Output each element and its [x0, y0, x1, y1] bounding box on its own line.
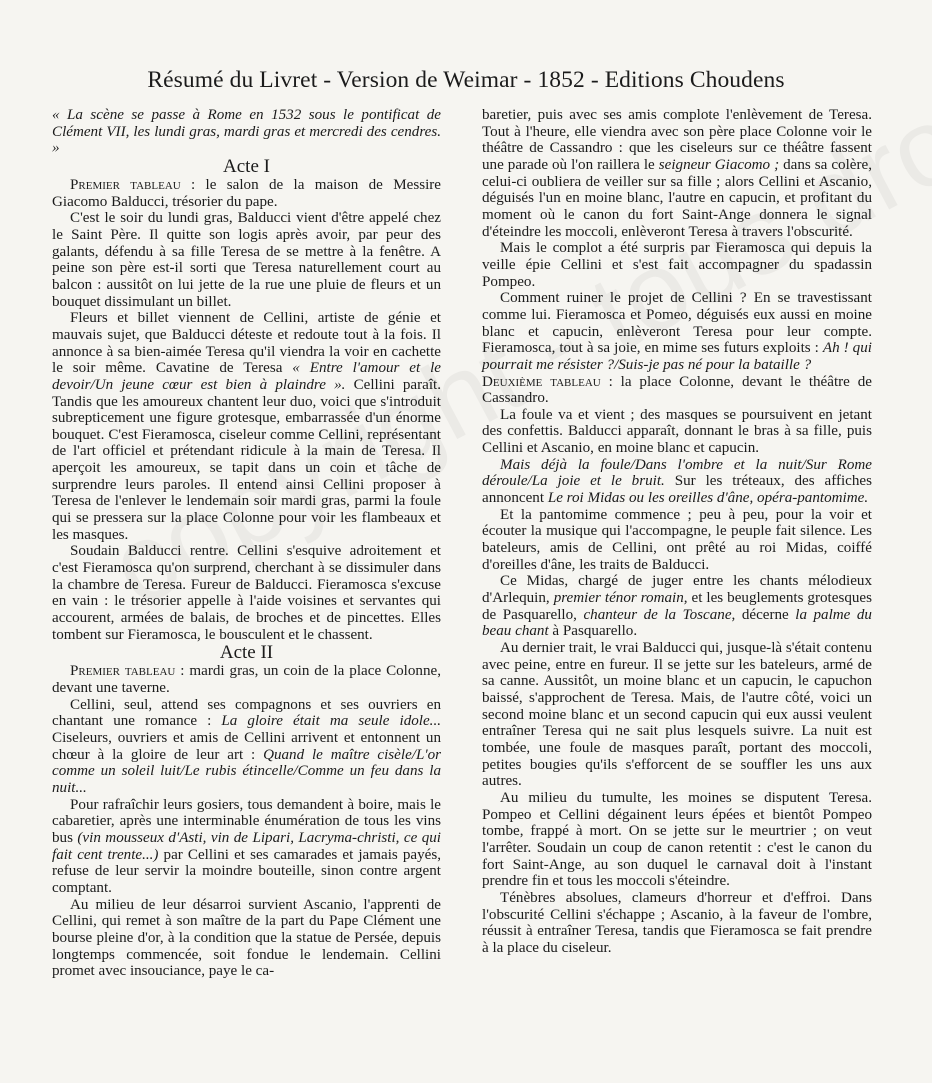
paragraph: Soudain Balducci rentre. Cellini s'esquive adroitement et c'est Fieramosca qu'on surprend, cherchant à se dissimuler dans la chambre de Teresa. Fureur de Balducci. Fieramosca s'excuse en vain : le trésorier appelle à l'aide voisines et servantes qui accourent, armées de balais, de broches et de pincettes. Elles tombent sur Fieramosca, le bousculent et le chassent. [52, 543, 441, 643]
paragraph: Cellini, seul, attend ses compagnons et ses ouvriers en chantant une romance : La gloire était ma seule idole... Ciseleurs, ouvriers et amis de Cellini arrivent et entonnent un chœur à la gloire de leur art : Quand le maître cisèle/L'or comme un soleil luit/Le rubis étincelle/Comme un feu dans la nuit... [52, 696, 442, 796]
paragraph: baretier, puis avec ses amis complote l'enlèvement de Teresa. Tout à l'heure, elle viendra avec son père place Colonne voir le théâtre de Cassandro : que les ciseleurs sur ce théâtre fassent une parade où l'on raillera le seigneur Giacomo ; dans sa colère, celui-ci oubliera de veiller sur sa fille ; alors Cellini et Ascanio, déguisés l'un en moine blanc, l'autre en capucin, et profitant du moment où le canon du fort Saint-Ange donnera le signal d'éteindre les moccoli, enlèveront Teresa à travers l'obscurité. [482, 107, 872, 240]
paragraph: Fleurs et billet viennent de Cellini, artiste de génie et mauvais sujet, que Balducci déteste et redoute tout à la fois. Il annonce à sa bien-aimée Teresa qu'il viendra la voir en cachette le soir même. Cavatine de Teresa « Entre l'amour et le devoir/Un jeune cœur est bien à plaindre ». Cellini paraît. Tandis que les amoureux chantent leur duo, voici que s'introduit subrepticement une figure grotesque, embarrassée d'un énorme bouquet. C'est Fieramosca, ciseleur comme Cellini, représentant de l'art officiel et prétendant ridicule à la main de Teresa. Il aperçoit les amoureux, se tapit dans un coin et tâche de surprendre leurs paroles. Il entend ainsi Cellini proposer à Teresa de l'enlever le lendemain soir mardi gras, parmi la foule qui se pressera sur la place Colonne pour voir les flambeaux et les masques. [52, 310, 441, 543]
paragraph: C'est le soir du lundi gras, Balducci vient d'être appelé chez le Saint Père. Il quitte son logis après avoir, par peur des galants, défendu à sa fille Teresa de se mettre à la fenêtre. A peine son père est-il sorti que Teresa naturellement court au balcon : aussitôt on lui jette de la rue une pluie de fleurs et un bouquet dissimulant un billet. [52, 210, 441, 310]
paragraph: Et la pantomime commence ; peu à peu, pour la voir et écouter la musique qui l'accompagne, le peuple fait silence. Les bateleurs, amis de Cellini, ont prêté au roi Midas, coiffé d'oreilles d'âne, les traits de Balducci. [482, 506, 872, 573]
paragraph: La foule va et vient ; des masques se poursuivent en jetant des confettis. Balducci apparaît, donnant le bras à sa fille, puis Cellini et Ascanio, en moine blanc et capucin. [482, 406, 872, 457]
scene-1-paragraph: Premier tableau : le salon de la maison de Messire Giacomo Balducci, trésorier du pape. [52, 176, 441, 210]
paragraph: Au milieu de leur désarroi survient Ascanio, l'apprenti de Cellini, qui remet à son maître de la part du Pape Clément une bourse pleine d'or, à la condition que la statue de Persée, depuis longtemps commencée, soit fondue le lendemain. Cellini promet avec insouciance, paye le ca- [52, 896, 441, 980]
paragraph: Ténèbres absolues, clameurs d'horreur et d'effroi. Dans l'obscurité Cellini s'échappe ; Ascanio, à la faveur de l'ombre, réussit à entraîner Teresa, tandis que Fieramosca se fait prendre à la place du ciseleur. [482, 889, 872, 956]
act-1-heading: Acte I [223, 155, 270, 177]
scene-label: Deuxième tableau [482, 373, 601, 390]
paragraph: Au dernier trait, le vrai Balducci qui, jusque-là s'était contenu avec peine, entre en fureur. Il se jette sur les bateleurs, armé de sa canne. Aussitôt, un moine blanc et un capucin, le capuchon baissé, s'approchent de Teresa. Mais, de l'autre côté, voici un second moine blanc et un second capucin qui eux aussi veulent entraîner Teresa qui ne sait plus lesquels suivre. La nuit est tombée, une foule de masques paraît, portant des moccoli, petites bougies qu'ils s'efforcent de se souffler les uns aux autres. [482, 640, 872, 790]
paragraph: Mais déjà la foule/Dans l'ombre et la nuit/Sur Rome déroule/La joie et le bruit. Sur les tréteaux, des affiches annoncent Le roi Midas ou les oreilles d'âne, opéra-pantomime. [482, 456, 873, 507]
scene-1-paragraph: Premier tableau : mardi gras, un coin de la place Colonne, devant une taverne. [52, 663, 441, 696]
paragraph: Pour rafraîchir leurs gosiers, tous demandent à boire, mais le cabaretier, après une interminable énumération de tous les vins bus (vin mousseux d'Asti, vin de Lipari, Lacryma-christi, ce qui fait cent trente...) par Cellini et ses camarades et jamais payés, refuse de leur servir la moindre bouteille, sinon contre argent comptant. [52, 796, 441, 896]
act-2-heading: Acte II [219, 642, 274, 664]
paragraph: Au milieu du tumulte, les moines se disputent Teresa. Pompeo et Cellini dégainent leurs épées et bientôt Pompeo tombe, frappé à mort. On se jette sur le meurtrier ; on veut l'arrêter. Soudain un coup de canon retentit : c'est le canon du fort Saint-Ange, au son duquel le carnaval doit à l'instant prendre fin et tous les moccoli s'éteindre. [482, 789, 872, 890]
paragraph: Ce Midas, chargé de juger entre les chants mélodieux d'Arlequin, premier ténor romain, et les beuglements grotesques de Pasquarello, chanteur de la Toscane, décerne la palme du beau chant à Pasquarello. [482, 573, 872, 640]
intro-paragraph: « La scène se passe à Rome en 1532 sous le pontificat de Clément VII, les lundi gras, mardi gras et mercredi des cendres. » [52, 107, 441, 157]
paragraph: Mais le complot a été surpris par Fieramosca qui depuis la veille épie Cellini et s'est fait accompagner du spadassin Pompeo. [482, 240, 872, 290]
right-column [482, 107, 872, 956]
page-title: Résumé du Livret - Version de Weimar - 1852 - Editions Choudens [147, 67, 785, 93]
scene-label: Premier tableau [70, 663, 176, 680]
paragraph: Comment ruiner le projet de Cellini ? En se travestissant comme lui. Fieramosca et Pomeo, déguisés eux aussi en moine blanc et capucin, enlèveront Teresa pour leur compte. Fieramosca, tout à sa joie, en mime ses futurs exploits : Ah ! qui pourrait me résister ?/Suis-je pas né pour la bataille ? [482, 290, 872, 373]
scene-label: Premier tableau [70, 176, 181, 193]
scene-2-paragraph: Deuxième tableau : la place Colonne, devant le théâtre de Cassandro. [482, 373, 873, 407]
left-column [52, 107, 441, 980]
